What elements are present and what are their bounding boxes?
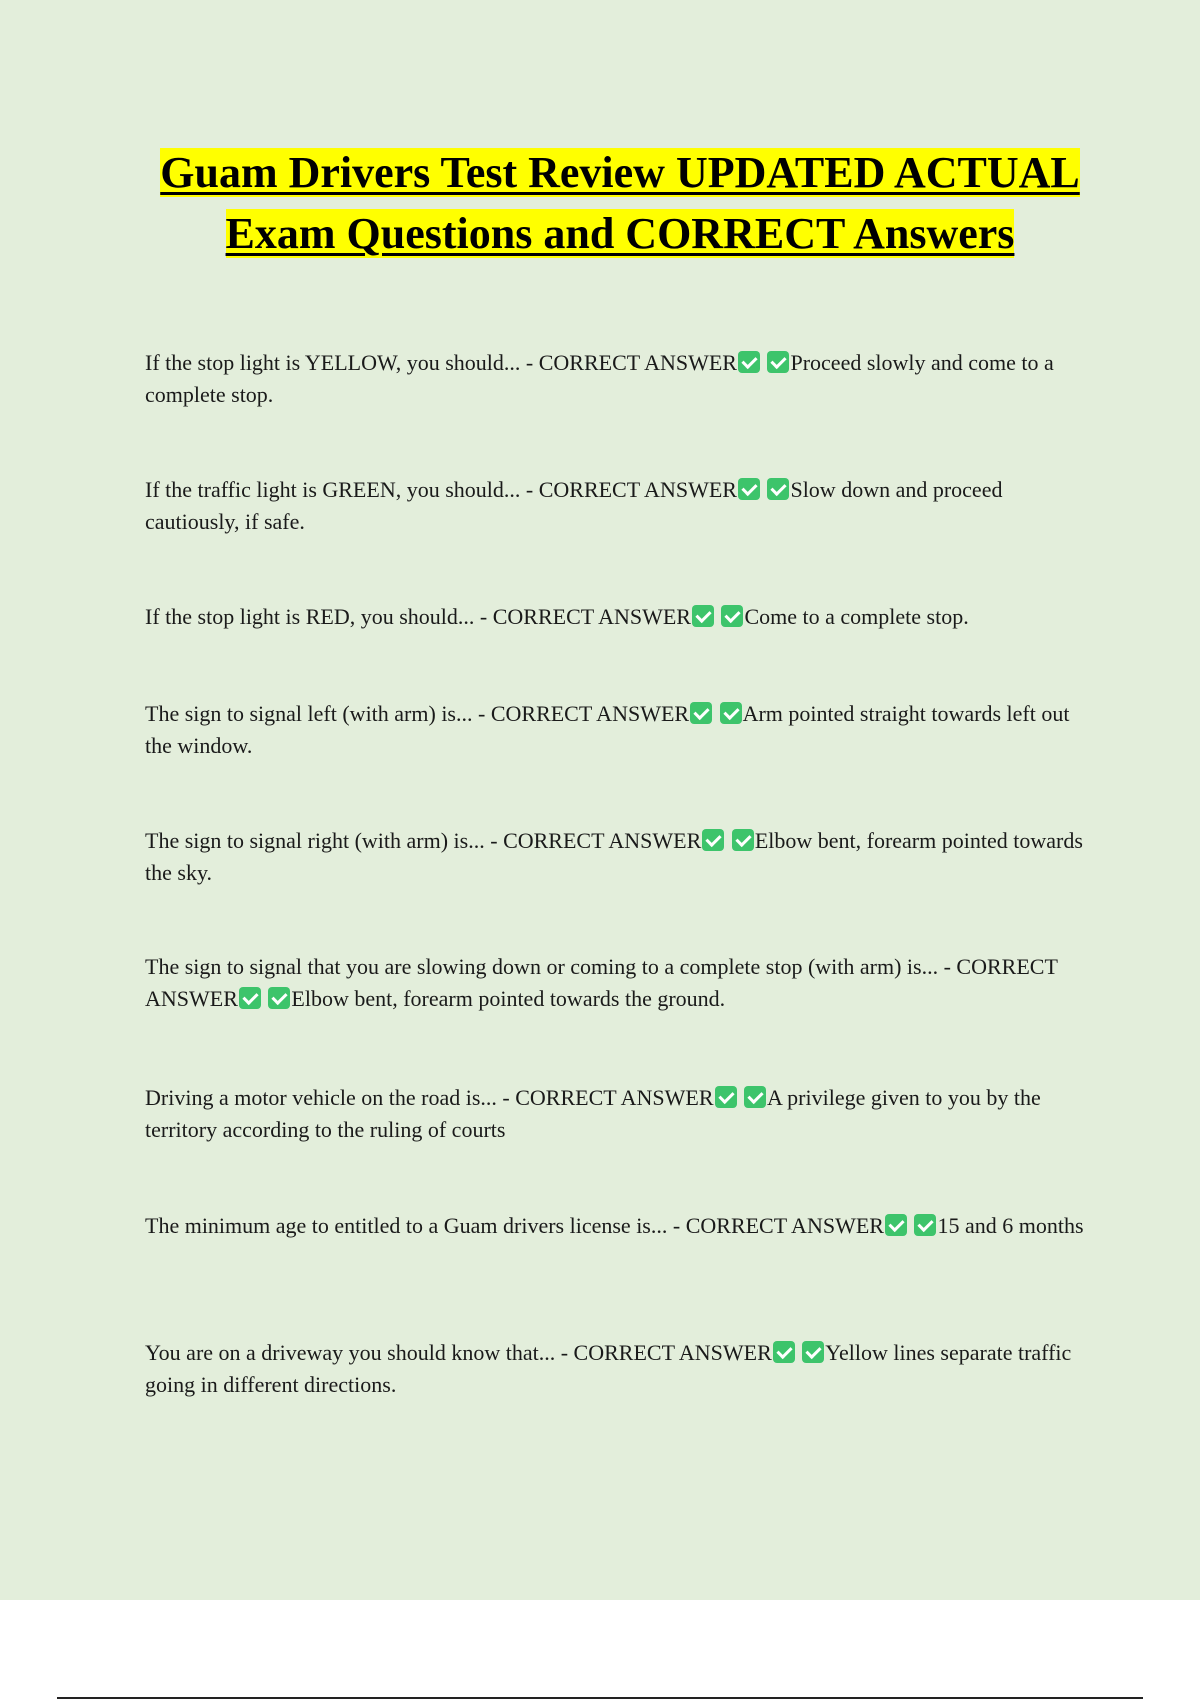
answer-text: A privilege given to you by the territory according to the ruling of courts	[145, 1085, 1041, 1142]
question-text: You are on a driveway you should know that... -	[145, 1340, 574, 1365]
answer-marker: CORRECT ANSWER	[515, 1085, 714, 1110]
answer-marker: CORRECT ANSWER	[685, 1213, 884, 1238]
check-mark-icon	[767, 478, 789, 500]
check-mark-icon	[773, 1341, 795, 1363]
question-text: If the stop light is RED, you should... -	[145, 604, 493, 629]
question-text: The sign to signal that you are slowing down or coming to a complete stop (with arm) is... -	[145, 954, 957, 979]
answer-marker: CORRECT ANSWER	[538, 477, 737, 502]
answer-text: Elbow bent, forearm pointed towards the sky.	[145, 828, 1083, 885]
qa-item	[145, 1210, 1085, 1242]
answer-text: Elbow bent, forearm pointed towards the ground.	[291, 986, 726, 1011]
qa-item	[145, 951, 1085, 1015]
answer-marker: CORRECT ANSWER	[490, 701, 690, 726]
check-mark-icon	[239, 987, 261, 1009]
check-mark-icon	[690, 702, 712, 724]
check-mark-icon	[738, 351, 760, 373]
answer-marker: CORRECT ANSWER	[145, 954, 1058, 1011]
qa-item	[145, 698, 1085, 762]
check-mark-icon	[738, 478, 760, 500]
question-text: The sign to signal left (with arm) is... -	[145, 701, 491, 726]
check-mark-icon	[692, 605, 714, 627]
check-mark-icon	[885, 1214, 907, 1236]
answer-text: Arm pointed straight towards left out the window.	[145, 701, 1070, 758]
question-text: If the traffic light is GREEN, you should... -	[145, 477, 539, 502]
check-mark-icon	[732, 829, 754, 851]
check-mark-icon	[744, 1086, 766, 1108]
check-mark-icon	[914, 1214, 936, 1236]
check-mark-icon	[767, 351, 789, 373]
answer-marker: CORRECT ANSWER	[573, 1340, 772, 1365]
qa-item	[145, 474, 1085, 538]
check-mark-icon	[802, 1341, 824, 1363]
qa-item	[145, 601, 1085, 633]
answer-marker: CORRECT ANSWER	[492, 604, 691, 629]
check-mark-icon	[721, 605, 743, 627]
check-mark-icon	[720, 702, 742, 724]
question-text: Driving a motor vehicle on the road is... -	[145, 1085, 516, 1110]
question-text: The sign to signal right (with arm) is... -	[145, 828, 504, 853]
qa-item	[145, 825, 1085, 889]
answer-text: Slow down and proceed cautiously, if safe.	[145, 477, 1003, 534]
answer-text: 15 and 6 months	[937, 1213, 1084, 1238]
answer-text: Come to a complete stop.	[744, 604, 969, 629]
document-title-text: Guam Drivers Test Review UPDATED ACTUAL Exam Questions and CORRECT Answers	[160, 148, 1080, 258]
document-title	[130, 142, 1110, 264]
check-mark-icon	[715, 1086, 737, 1108]
check-mark-icon	[702, 829, 724, 851]
answer-text: Yellow lines separate traffic going in different directions.	[145, 1340, 1072, 1397]
qa-item	[145, 1337, 1085, 1401]
question-text: If the stop light is YELLOW, you should... -	[145, 350, 539, 375]
answer-marker: CORRECT ANSWER	[503, 828, 702, 853]
check-mark-icon	[268, 987, 290, 1009]
footer-divider	[57, 1697, 1143, 1699]
qa-item	[145, 1082, 1085, 1146]
question-text: The minimum age to entitled to a Guam drivers license is... -	[145, 1213, 686, 1238]
answer-text: Proceed slowly and come to a complete stop.	[145, 350, 1054, 407]
answer-marker: CORRECT ANSWER	[538, 350, 737, 375]
qa-item	[145, 347, 1085, 411]
